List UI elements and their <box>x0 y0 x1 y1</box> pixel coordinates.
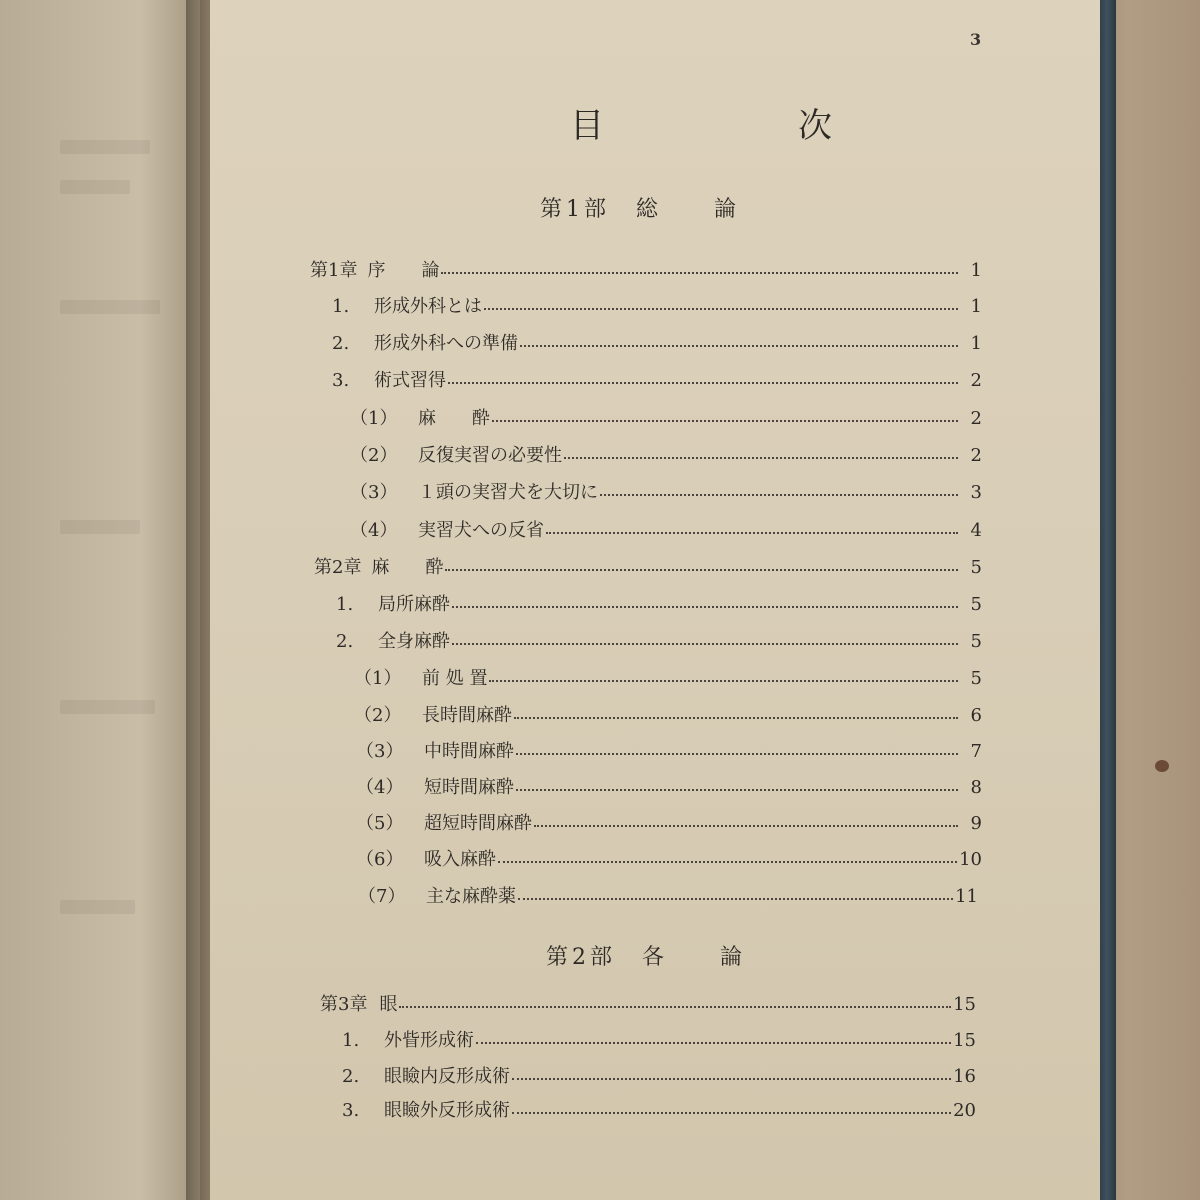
leader-dots <box>498 859 957 863</box>
toc-page-number: 11 <box>955 886 978 907</box>
toc-number: （1） <box>354 668 402 689</box>
leader-dots <box>399 1004 951 1008</box>
toc-subsection[interactable] <box>350 516 982 540</box>
toc-number: 3. <box>332 370 350 391</box>
leader-dots <box>489 678 958 682</box>
leader-dots <box>514 715 958 719</box>
toc-number: 3. <box>342 1100 360 1121</box>
toc-subsection[interactable] <box>356 773 982 797</box>
toc-label: 実習犬への反省 <box>418 520 544 541</box>
toc-label: １頭の実習犬を大切に <box>418 482 598 503</box>
part-2-title: 第2部 各 論 <box>546 945 746 970</box>
toc-label: 反復実習の必要性 <box>418 445 562 466</box>
toc-page-number: 1 <box>970 296 982 317</box>
toc-label: 局所麻酔 <box>378 594 450 615</box>
toc-chapter[interactable] <box>310 256 982 280</box>
toc-number: （4） <box>356 777 404 798</box>
toc-number: 2. <box>336 631 354 652</box>
toc-page-number: 1 <box>970 260 982 281</box>
toc-label: 形成外科とは <box>374 296 482 317</box>
leader-dots <box>600 492 958 496</box>
toc-page-number: 10 <box>959 849 982 870</box>
toc-page-number: 7 <box>970 741 982 762</box>
bleed-through-text <box>60 520 140 534</box>
toc-label: 眼瞼内反形成術 <box>384 1066 510 1087</box>
toc-section[interactable] <box>332 329 982 353</box>
toc-page <box>210 0 1100 1200</box>
leader-dots <box>512 1110 951 1114</box>
bleed-through-text <box>60 300 160 314</box>
toc-page-number: 5 <box>970 594 982 615</box>
toc-label: 短時間麻酔 <box>424 777 514 798</box>
leader-dots <box>564 455 958 459</box>
leader-dots <box>448 380 958 384</box>
leader-dots <box>534 823 958 827</box>
leader-dots <box>492 418 958 422</box>
toc-number: 第1章 <box>310 260 358 281</box>
toc-page-number: 6 <box>970 705 982 726</box>
toc-label: 眼瞼外反形成術 <box>384 1100 510 1121</box>
bleed-through-text <box>60 700 155 714</box>
toc-label: 中時間麻酔 <box>424 741 514 762</box>
toc-subsection[interactable] <box>354 664 982 688</box>
leader-dots <box>445 567 958 571</box>
toc-subsection[interactable] <box>356 845 982 869</box>
toc-page-number: 5 <box>970 668 982 689</box>
leader-dots <box>516 787 958 791</box>
leader-dots <box>516 751 958 755</box>
toc-label: 前 処 置 <box>422 668 488 689</box>
toc-label: 超短時間麻酔 <box>424 813 532 834</box>
facing-page <box>0 0 200 1200</box>
toc-number: （4） <box>350 520 398 541</box>
toc-label: 術式習得 <box>374 370 446 391</box>
leader-dots <box>476 1040 951 1044</box>
toc-number: （2） <box>350 445 398 466</box>
toc-subsection[interactable] <box>350 441 982 465</box>
bleed-through-text <box>60 140 150 154</box>
toc-page-number: 16 <box>953 1066 976 1087</box>
toc-number: 1. <box>332 296 350 317</box>
toc-section[interactable] <box>342 1062 976 1086</box>
leader-dots <box>452 641 958 645</box>
toc-number: （6） <box>356 849 404 870</box>
toc-page-number: 9 <box>970 813 982 834</box>
toc-number: （1） <box>350 408 398 429</box>
toc-section[interactable] <box>336 627 982 651</box>
toc-number: （3） <box>350 482 398 503</box>
toc-number: （3） <box>356 741 404 762</box>
leader-dots <box>441 270 958 274</box>
toc-label: 主な麻酔薬 <box>426 886 516 907</box>
toc-number: 2. <box>332 333 350 354</box>
toc-page-number: 20 <box>953 1100 976 1121</box>
toc-label: 麻 酔 <box>418 408 490 429</box>
toc-number: 1. <box>336 594 354 615</box>
leader-dots <box>452 604 958 608</box>
toc-label: 麻 酔 <box>371 557 444 578</box>
toc-subsection[interactable] <box>354 701 982 725</box>
toc-label: 眼 <box>379 994 398 1015</box>
leader-dots <box>520 343 958 347</box>
leader-dots <box>518 896 953 900</box>
toc-subsection[interactable] <box>356 737 982 761</box>
toc-number: （2） <box>354 705 402 726</box>
toc-label: 吸入麻酔 <box>424 849 496 870</box>
toc-page-number: 5 <box>970 631 982 652</box>
part-1-title: 第1部 総 論 <box>540 197 740 222</box>
leader-dots <box>484 306 958 310</box>
toc-section[interactable] <box>342 1026 976 1050</box>
toc-label: 形成外科への準備 <box>374 333 518 354</box>
toc-number: 第2章 <box>314 557 362 578</box>
toc-label: 長時間麻酔 <box>422 705 512 726</box>
toc-number: （7） <box>358 886 406 907</box>
toc-page-number: 15 <box>953 994 976 1015</box>
toc-page-number: 3 <box>970 482 982 503</box>
toc-number: 第3章 <box>320 994 368 1015</box>
toc-section[interactable] <box>332 366 982 390</box>
toc-subsection[interactable] <box>356 809 982 833</box>
toc-label: 外眥形成術 <box>384 1030 474 1051</box>
toc-page-number: 15 <box>953 1030 976 1051</box>
toc-page-number: 8 <box>970 777 982 798</box>
toc-subsection[interactable] <box>358 882 978 906</box>
book-cover-edge <box>1098 0 1116 1200</box>
toc-page-number: 5 <box>970 557 982 578</box>
toc-section[interactable] <box>342 1096 976 1120</box>
toc-page-number: 2 <box>970 445 982 466</box>
table-stain <box>1155 760 1169 772</box>
bleed-through-text <box>60 180 130 194</box>
bleed-through-text <box>60 900 135 914</box>
toc-number: 2. <box>342 1066 360 1087</box>
toc-subsection[interactable] <box>350 478 982 502</box>
toc-label: 序 論 <box>367 260 440 281</box>
toc-page-number: 1 <box>970 333 982 354</box>
toc-chapter[interactable] <box>320 990 976 1014</box>
leader-dots <box>512 1076 951 1080</box>
toc-section[interactable] <box>336 590 982 614</box>
leader-dots <box>546 530 958 534</box>
toc-title: 目 次 <box>570 106 912 146</box>
page-number: 3 <box>970 30 982 49</box>
toc-page-number: 2 <box>970 408 982 429</box>
toc-label: 全身麻酔 <box>378 631 450 652</box>
toc-number: 1. <box>342 1030 360 1051</box>
toc-section[interactable] <box>332 292 982 316</box>
toc-page-number: 2 <box>970 370 982 391</box>
toc-page-number: 4 <box>970 520 982 541</box>
toc-chapter[interactable] <box>314 553 982 577</box>
toc-subsection[interactable] <box>350 404 982 428</box>
toc-number: （5） <box>356 813 404 834</box>
